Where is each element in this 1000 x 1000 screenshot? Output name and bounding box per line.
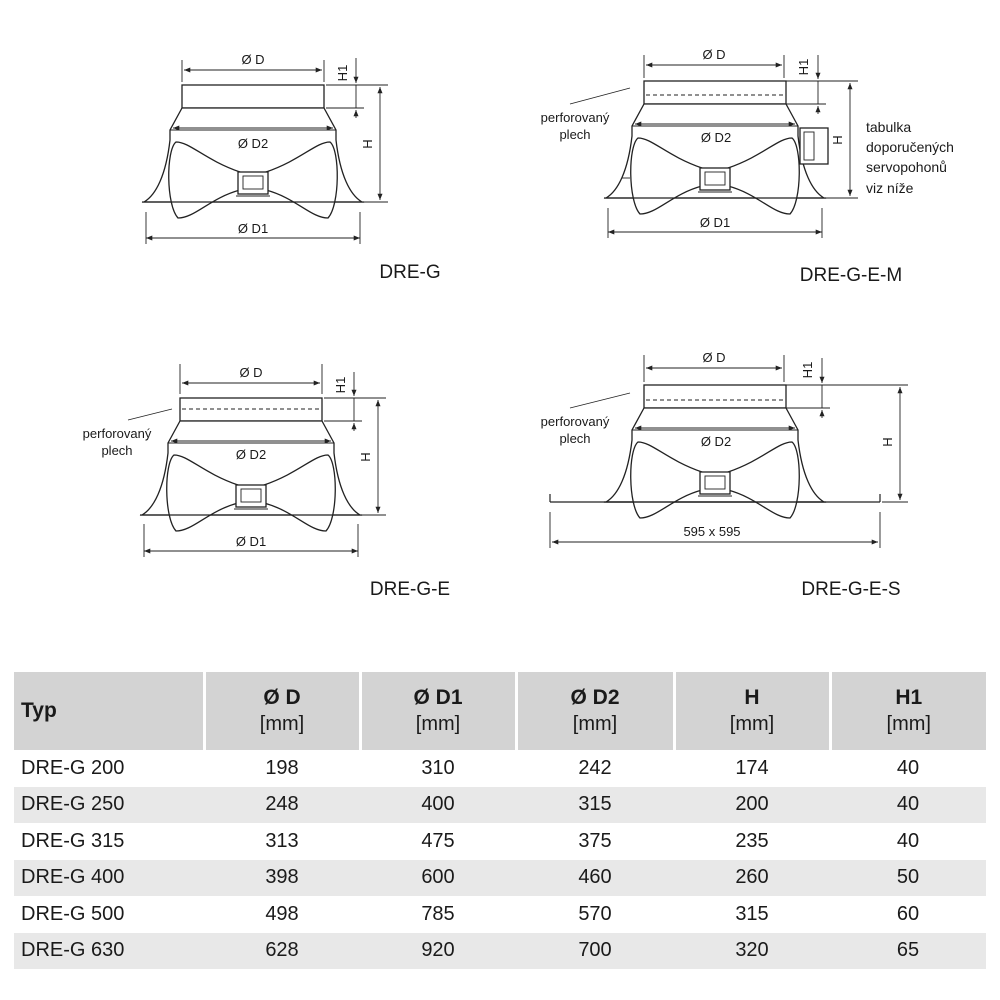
table-row <box>14 823 986 860</box>
label-h: H <box>358 452 373 462</box>
table-cell: 375 <box>578 829 612 852</box>
table-cell: 920 <box>360 933 516 970</box>
label-d1: Ø D1 <box>235 534 267 549</box>
table-cell: DRE-G 250 <box>14 787 204 824</box>
variant-title: DRE-G-E <box>369 579 451 600</box>
side-note-2: doporučených <box>866 139 954 155</box>
table-row <box>14 860 986 897</box>
table-cell: DRE-G 400 <box>14 860 204 897</box>
table-cell: 498 <box>265 902 299 925</box>
label-d2: Ø D2 <box>235 447 267 462</box>
table-cell: DRE-G 500 <box>21 902 125 925</box>
label-h1: H1 <box>796 58 811 76</box>
column-header-name: Ø D2 <box>570 686 620 709</box>
table-row <box>14 933 986 970</box>
side-note-1: tabulka <box>866 119 912 135</box>
table-cell: 65 <box>830 933 986 970</box>
label-d: Ø D <box>241 52 265 67</box>
column-header-name: Ø D <box>263 686 301 709</box>
table-cell: 174 <box>735 756 769 779</box>
table-row <box>14 896 986 933</box>
note-perforated: perforovaný <box>540 110 610 125</box>
table-cell: 40 <box>896 756 920 779</box>
table-cell: 235 <box>735 829 769 852</box>
note-perforated: perforovaný <box>82 426 152 441</box>
table-cell: DRE-G 630 <box>14 933 204 970</box>
table-cell: 198 <box>265 756 299 779</box>
label-h1: H1 <box>800 361 815 379</box>
table-cell: 40 <box>896 829 920 852</box>
column-header-h1 <box>830 672 986 750</box>
label-h: H <box>880 437 895 447</box>
note-perforated: perforovaný <box>540 414 610 429</box>
label-d: Ø D <box>239 365 263 380</box>
column-header-name: Ø D1 <box>413 686 463 709</box>
table-cell: 248 <box>204 787 360 824</box>
table-cell: 570 <box>578 902 612 925</box>
column-header-name: H <box>744 686 760 709</box>
table-cell: 320 <box>674 933 830 970</box>
table-cell: 310 <box>421 756 455 779</box>
table-cell: 475 <box>421 829 455 852</box>
variant-title: DRE-G-E-M <box>799 265 903 286</box>
label-d2: Ø D2 <box>700 434 732 449</box>
label-h: H <box>830 135 845 145</box>
column-header-d <box>204 672 360 750</box>
column-header-d1 <box>360 672 516 750</box>
label-h1: H1 <box>335 64 350 82</box>
table-cell: 50 <box>830 860 986 897</box>
table-cell: 628 <box>204 933 360 970</box>
table-cell: 260 <box>674 860 830 897</box>
note-perforated-2: plech <box>559 127 591 142</box>
table-cell: 40 <box>830 787 986 824</box>
drawing-dre-g <box>142 52 441 283</box>
table-row <box>14 750 986 787</box>
note-perforated-2: plech <box>101 443 133 458</box>
label-d: Ø D <box>702 350 726 365</box>
column-header-d2 <box>516 672 674 750</box>
dimensions-table-container <box>14 672 986 969</box>
note-perforated-2: plech <box>559 431 591 446</box>
column-header-unit: [mm] <box>415 713 461 735</box>
label-d: Ø D <box>702 47 726 62</box>
column-header-unit: [mm] <box>886 713 931 735</box>
drawing-dre-g-e <box>83 364 450 600</box>
table-cell: 460 <box>516 860 674 897</box>
drawing-dre-g-e-s <box>541 350 908 600</box>
column-header-unit: [mm] <box>729 713 775 735</box>
side-note-4: viz níže <box>866 180 914 196</box>
label-size: 595 x 595 <box>683 524 741 539</box>
table-cell: 785 <box>421 902 455 925</box>
table-cell: 600 <box>360 860 516 897</box>
column-header-typ: Typ <box>14 672 204 750</box>
table-cell: 315 <box>516 787 674 824</box>
table-cell: 315 <box>735 902 769 925</box>
label-h: H <box>360 139 375 149</box>
dimensions-table <box>14 672 986 969</box>
table-cell: 313 <box>265 829 299 852</box>
table-cell: DRE-G 200 <box>21 756 125 779</box>
variant-title: DRE-G <box>379 262 441 283</box>
table-header-row <box>14 672 986 750</box>
label-d2: Ø D2 <box>237 136 269 151</box>
drawing-dre-g-e-m <box>541 47 954 286</box>
table-cell: 200 <box>674 787 830 824</box>
side-note-3: servopohonů <box>866 159 947 175</box>
label-h1: H1 <box>333 376 348 394</box>
column-header-unit: [mm] <box>259 713 305 735</box>
label-d1: Ø D1 <box>237 221 269 236</box>
table-cell: 60 <box>896 902 920 925</box>
table-cell: DRE-G 315 <box>21 829 125 852</box>
table-cell: 700 <box>516 933 674 970</box>
table-cell: 242 <box>578 756 612 779</box>
table-cell: 398 <box>204 860 360 897</box>
column-header-unit: [mm] <box>572 713 618 735</box>
variant-title: DRE-G-E-S <box>801 579 901 600</box>
column-header-h <box>674 672 830 750</box>
label-d2: Ø D2 <box>700 130 732 145</box>
table-row <box>14 787 986 824</box>
column-header-name: H1 <box>895 686 923 709</box>
table-cell: 400 <box>360 787 516 824</box>
label-d1: Ø D1 <box>699 215 731 230</box>
